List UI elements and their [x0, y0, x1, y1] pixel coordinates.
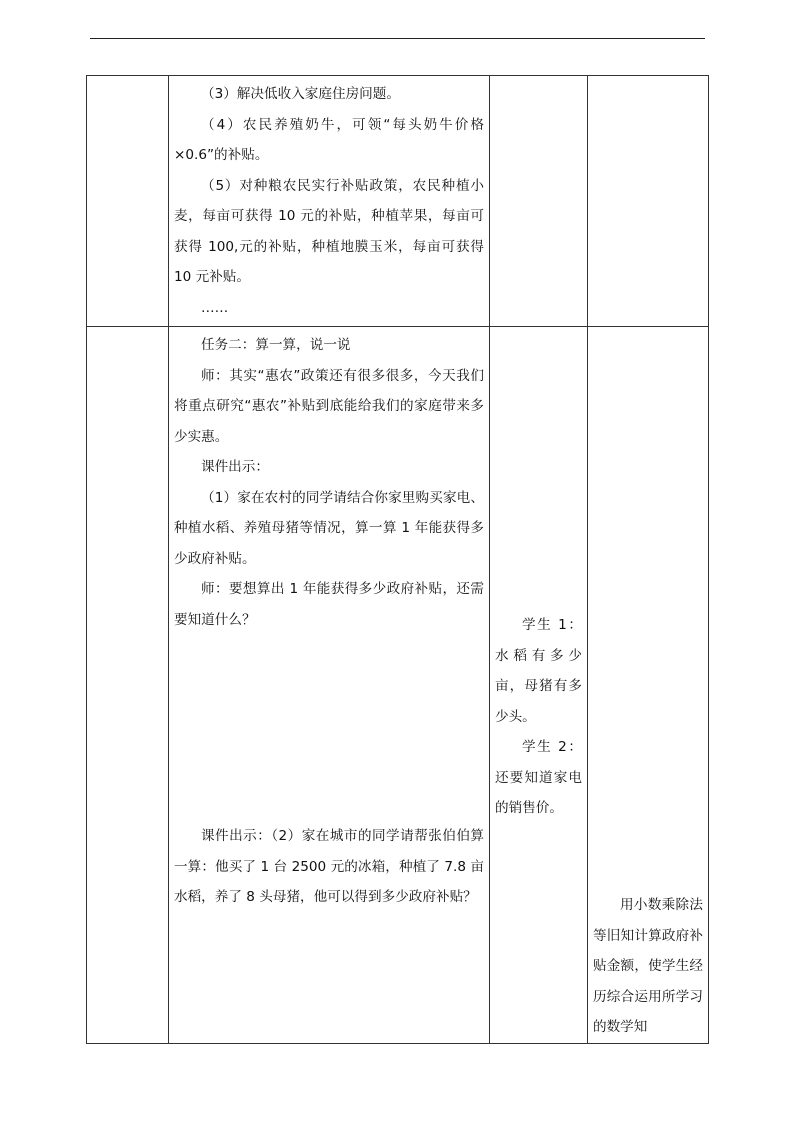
question-2: 课件出示：（2）家在城市的同学请帮张伯伯算一算：他买了 1 台 2500 元的冰箱，种植了 7.8 亩水稻，养了 8 头母猪，他可以得到多少政府补贴？ [174, 828, 484, 905]
policy-item-5: （5）对种粮农民实行补贴政策，农民种植小麦，每亩可获得 10 元的补贴，种植苹果，每亩可获得 100,元的补贴，种植地膜玉米，每亩可获得 10 元补贴。 [174, 177, 484, 285]
student-activity-cell [490, 327, 588, 1044]
teacher-question: 师：要想算出 1 年能获得多少政府补贴，还需要知道什么？ [174, 581, 484, 628]
design-intent-cell [588, 76, 709, 327]
stage-cell [87, 76, 169, 327]
header-rule [90, 38, 705, 39]
teacher-intro: 师：其实“惠农”政策还有很多很多，今天我们将重点研究“惠农”补贴到底能给我们的家庭带来多少实惠。 [174, 367, 484, 445]
design-intent-cell [588, 327, 709, 1044]
spacer [174, 635, 484, 821]
content-cell [169, 327, 490, 1044]
student-answer-1: 学生 1：水稻有多少亩，母猪有多少头。 [495, 617, 582, 725]
table-row [87, 327, 709, 1044]
policy-item-3: （3）解决低收入家庭住房问题。 [201, 86, 400, 102]
student-activity-cell [490, 76, 588, 327]
content-cell [169, 76, 490, 327]
task-title: 任务二：算一算，说一说 [201, 337, 351, 353]
student-answer-2: 学生 2：还要知道家电的销售价。 [495, 739, 582, 816]
courseware-label: 课件出示： [201, 459, 269, 475]
table-row [87, 76, 709, 327]
policy-item-4: （4）农民养殖奶牛，可领“每头奶牛价格×0.6”的补贴。 [174, 116, 484, 163]
ellipsis: …… [201, 299, 229, 316]
stage-cell [87, 327, 169, 1044]
lesson-plan-table [86, 75, 709, 1044]
question-1: （1）家在农村的同学请结合你家里购买家电、种植水稻、养殖母猪等情况，算一算 1 年能获得多少政府补贴。 [174, 489, 484, 567]
design-note: 用小数乘除法等旧知计算政府补贴金额，使学生经历综合运用所学习的数学知 [593, 897, 703, 1035]
